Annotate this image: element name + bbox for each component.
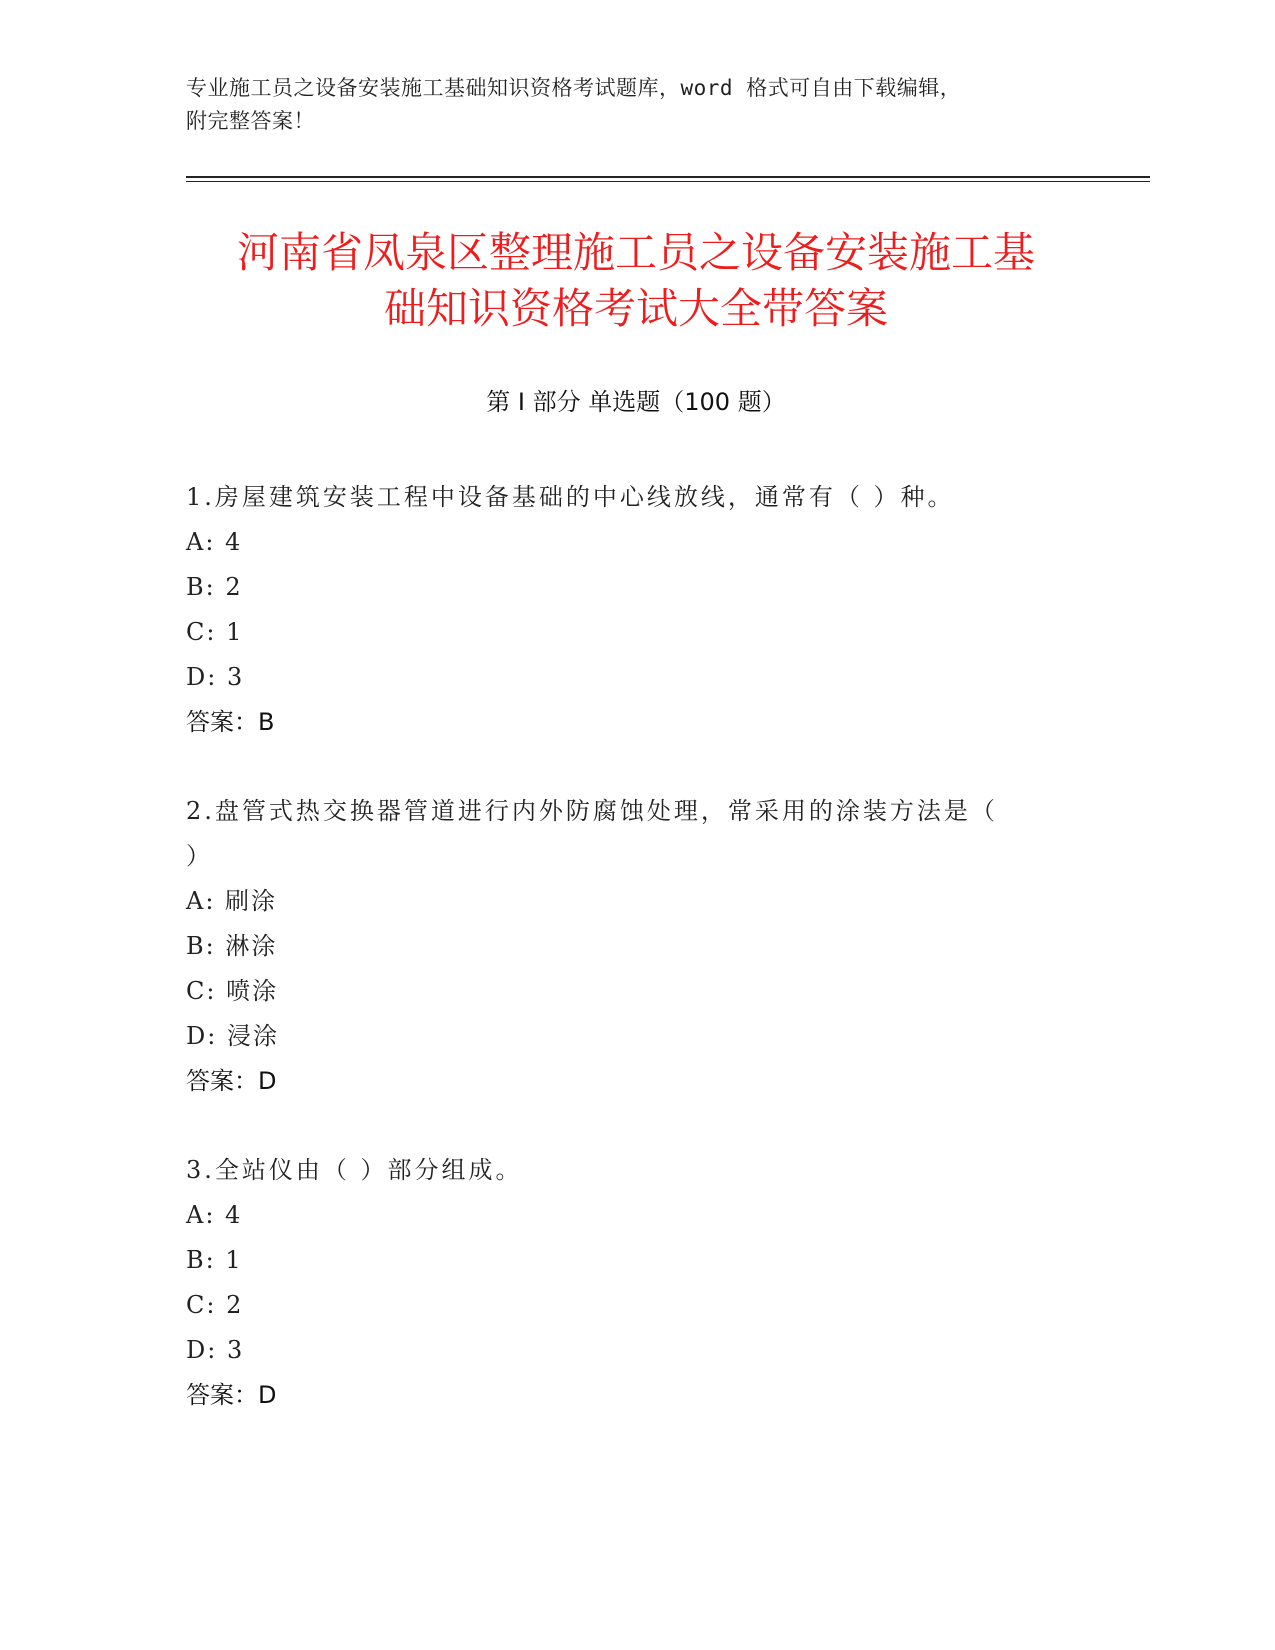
section-heading: 第 I 部分 单选题（100 题） [486,388,786,416]
question-stem: 2.盘管式热交换器管道进行内外防腐蚀处理，常采用的涂装方法是（ [186,797,998,825]
question-stem-continuation: ） [186,842,213,870]
option-a: A: 刷涂 [186,887,278,915]
question-stem: 3.全站仪由（ ）部分组成。 [186,1156,523,1184]
question-1 [186,475,1086,745]
option-b: B: 2 [186,573,243,601]
answer-label: 答案：B [186,708,275,736]
answer-label: 答案：D [186,1381,277,1409]
option-c: C: 2 [186,1291,244,1319]
document-title-line1: 河南省凤泉区整理施工员之设备安装施工基 [236,228,1035,277]
answer-label: 答案：D [186,1067,277,1095]
option-a: A: 4 [186,1201,243,1229]
option-b: B: 淋涂 [186,932,278,960]
question-stem: 1.房屋建筑安装工程中设备基础的中心线放线，通常有（ ）种。 [186,483,955,511]
header-note-line1: 专业施工员之设备安装施工基础知识资格考试题库，word 格式可自由下载编辑， [186,76,962,100]
option-b: B: 1 [186,1246,243,1274]
header-divider-thin [186,181,1150,182]
option-d: D: 3 [186,663,245,691]
question-list [186,475,1086,1462]
option-d: D: 浸涂 [186,1022,279,1050]
option-c: C: 喷涂 [186,977,279,1005]
header-note-line2: 附完整答案！ [186,109,315,133]
option-c: C: 1 [186,618,244,646]
question-3 [186,1148,1086,1418]
option-d: D: 3 [186,1336,245,1364]
header-note [186,72,1086,138]
document-title [186,225,1086,337]
question-2 [186,789,1086,1104]
document-title-line2: 础知识资格考试大全带答案 [383,284,888,333]
header-divider-thick [186,176,1150,178]
option-a: A: 4 [186,528,243,556]
